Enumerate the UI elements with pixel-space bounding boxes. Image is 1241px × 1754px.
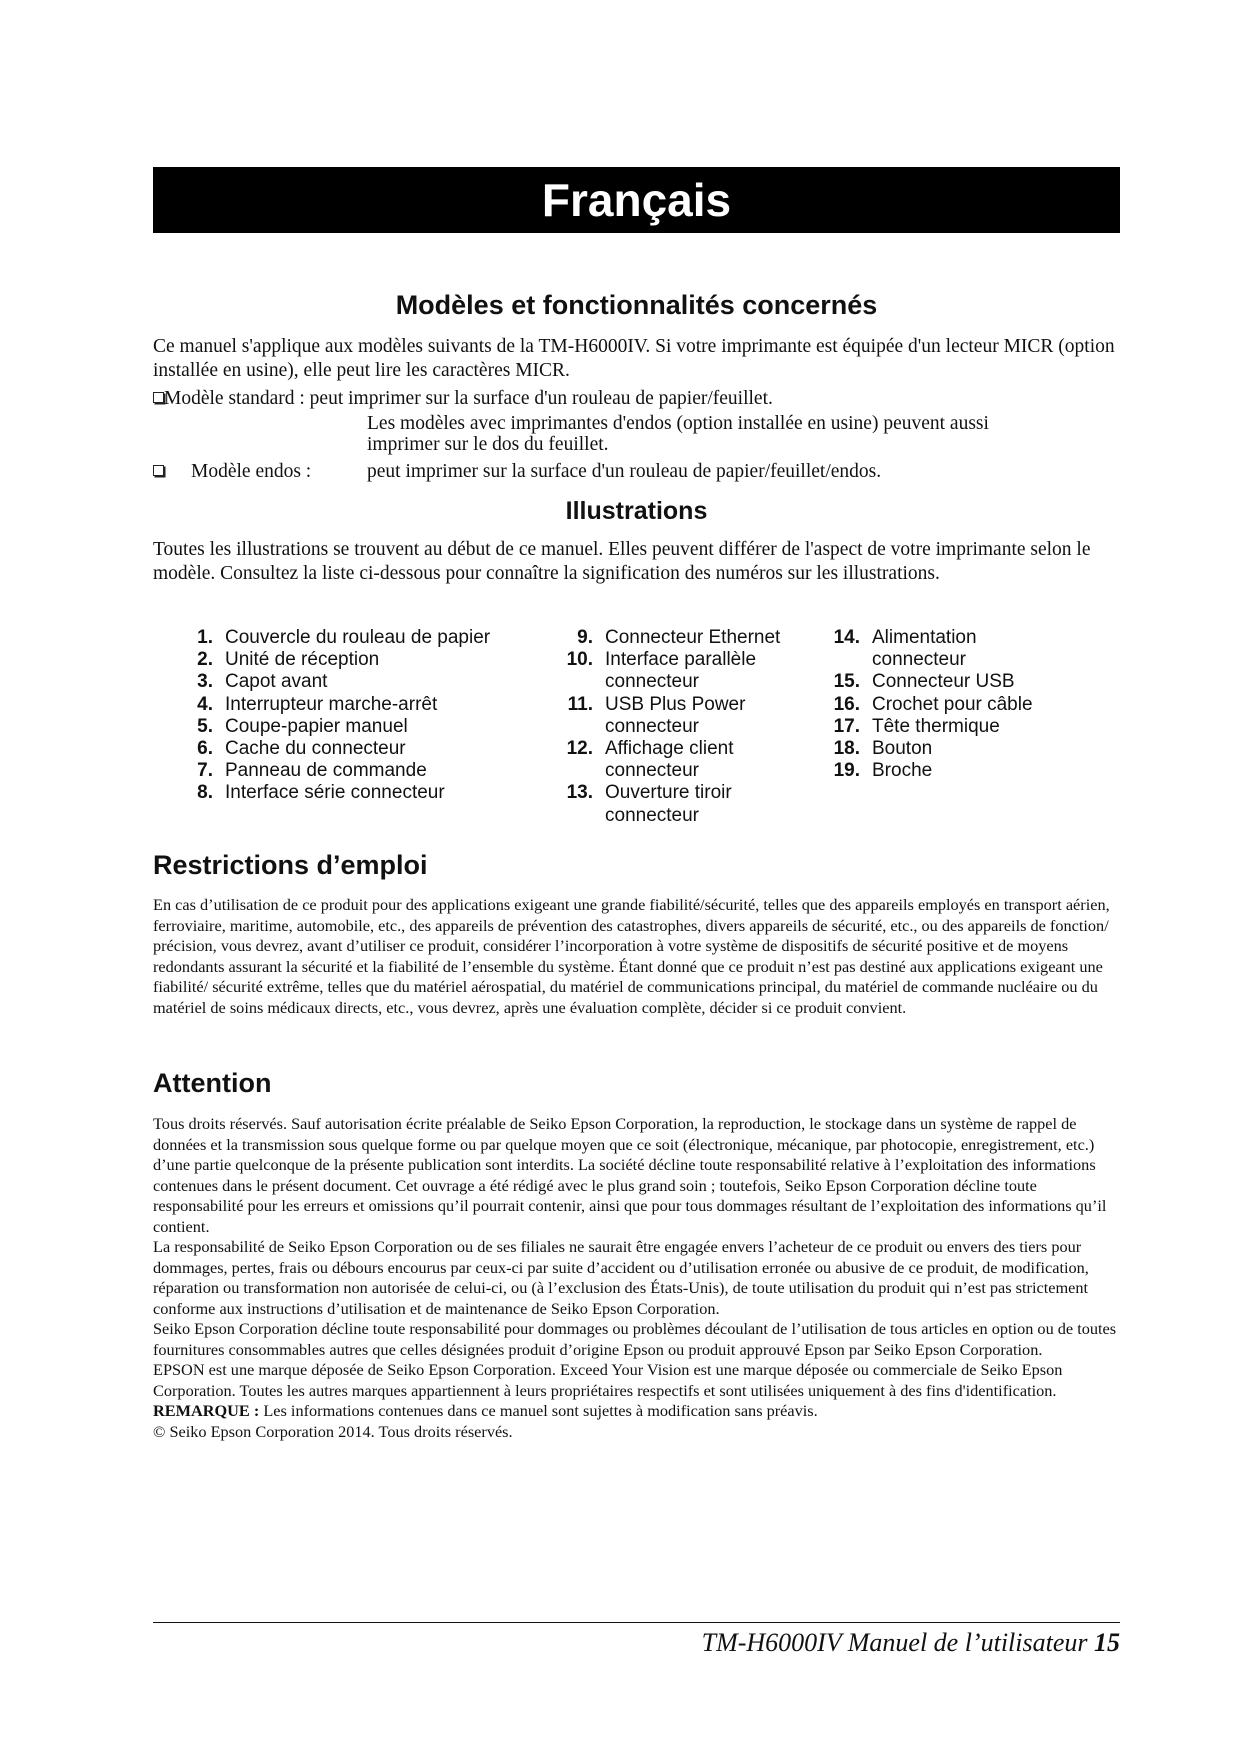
attention-text [153,1114,1120,1442]
checkbox-icon [153,465,164,476]
list-item: 6. Cache du connecteur [197,738,406,760]
attention-heading: Attention [153,1068,272,1098]
copyright: © Seiko Epson Corporation 2014. Tous droits réservés. [153,1421,513,1441]
illustrations-heading: Illustrations [565,497,708,525]
illustrations-intro: Toutes les illustrations se trouvent au début de ce manuel. Elles peuvent différer de l'aspect de votre imprimante selon le modèle. Consultez la liste ci-dessous pour connaître la signification des numéros sur les illustrations. [153,539,1091,584]
list-item: 7. Panneau de commande [197,760,427,782]
endos-model-label: Modèle endos : [191,461,312,482]
language-banner: Français [153,167,1120,233]
list-item: 9. Connecteur Ethernet [577,627,781,648]
illustration-list-col-1 [153,627,553,805]
list-item: 13. Ouverture tiroir connecteur [566,782,732,826]
models-intro: Ce manuel s'applique aux modèles suivants de la TM-H6000IV. Si votre imprimante est équipée d'un lecteur MICR (option installée en usine), elle peut lire les caractères MICR. [153,336,1115,381]
footer-divider [153,1622,1120,1623]
list-item: 4. Interrupteur marche-arrêt [197,693,438,715]
restrictions-heading: Restrictions d’emploi [153,850,428,880]
list-item: 18. Bouton [833,738,933,760]
illustration-list-col-2 [555,627,815,827]
remark-text: Les informations contenues dans ce manuel sont sujettes à modification sans préavis. [263,1401,818,1420]
endos-model-text: peut imprimer sur la surface d'un rouleau de papier/feuillet/endos. [367,461,882,482]
list-item: 14. Alimentation connecteur [833,627,977,671]
illustration-list-col-3 [822,627,1122,782]
list-item: 8. Interface série connecteur [197,782,445,804]
endos-model-line [153,460,164,484]
list-item: 11. USB Plus Power connecteur [567,693,746,737]
standard-model-text: peut imprimer sur la surface d'un rouleau de papier/feuillet. [309,388,773,409]
models-heading: Modèles et fonctionnalités concernés [395,290,878,320]
remark [153,1401,1120,1422]
list-item: 15. Connecteur USB [833,671,1015,693]
attention-paragraph-4: EPSON est une marque déposée de Seiko Epson Corporation. Exceed Your Vision est une marque déposée ou commerciale de Seiko Epson Corporation. Toutes les autres marques appartiennent à leurs propriétaires respectifs et sont utilisées uniquement à des fins d'identification. [153,1360,1063,1400]
list-item: 5. Coupe-papier manuel [197,715,408,737]
list-item: 1. Couvercle du rouleau de papier [197,627,491,648]
attention-paragraph-1: Tous droits réservés. Sauf autorisation écrite préalable de Seiko Epson Corporation, la reproduction, le stockage dans un système de rappel de données et la transmission sous quelque forme ou par quelque moyen que ce soit (électronique, mécanique, par photocopie, enregistrement, etc.) d’une partie quelconque de la présente publication sont interdits. La société décline toute responsabilité relative à l’exploitation des informations contenues dans le présent document. Cet ouvrage a été rédigé avec le plus grand soin ; toutefois, Seiko Epson Corporation décline toute responsabilité pour les erreurs et omissions qu’il pourrait contenir, ainsi que pour tous dommages résultant de l’exploitation des informations qu’il contient. [153,1114,1107,1236]
footer-title: TM-H6000IV Manuel de l’utilisateur [701,1628,1088,1657]
list-item: 3. Capot avant [197,671,328,693]
standard-model-label: Modèle standard : [164,388,305,409]
standard-model-line [153,387,773,411]
page-number: 15 [1094,1628,1120,1657]
remark-label: REMARQUE : [153,1401,260,1420]
list-item: 12. Affichage client connecteur [566,738,734,782]
checkbox-icon [153,392,164,403]
list-item: 19. Broche [833,760,933,782]
list-item: 16. Crochet pour câble [833,693,1033,715]
page-footer [702,1628,1120,1658]
list-item: 10. Interface parallèle connecteur [566,649,757,693]
restrictions-text: En cas d’utilisation de ce produit pour des applications exigeant une grande fiabilité/sécurité, telles que des appareils employés en transport aérien, ferroviaire, maritime, automobile, etc., des appareils de prévention des catastrophes, divers appareils de sécurité, etc., ou des appareils de fonction/ précision, vous devrez, avant d’utiliser ce produit, considérer l’incorporation à votre système de dispositifs de sécurité positive et de moyens redondants assurant la sécurité et la fiabilité de l’ensemble du système. Étant donné que ce produit n’est pas destiné aux applications exigeant une fiabilité/ sécurité extrême, telles que du matériel aérospatial, du matériel de communications principal, du matériel de commande nucléaire ou du matériel de soins médicaux directs, etc., vous devrez, après une évaluation complète, décider si ce produit convient. [153,895,1110,1017]
list-item: 17. Tête thermique [833,715,1000,737]
list-item: 2. Unité de réception [197,649,380,671]
attention-paragraph-2: La responsabilité de Seiko Epson Corporation ou de ses filiales ne saurait être engagée envers l’acheteur de ce produit ou envers des tiers pour dommages, pertes, frais ou débours encourus par ceux-ci par suite d’accident ou d’utilisation erronée ou abusive de ce produit, de modification, réparation ou transformation non autorisée de celui-ci, ou (à l’exclusion des États-Unis), de toute utilisation du produit qui n’est pas strictement conforme aux instructions d’utilisation et de maintenance de Seiko Epson Corporation. [153,1237,1089,1318]
standard-model-note-1: Les modèles avec imprimantes d'endos (option installée en usine) peuvent aussi [367,413,989,434]
attention-paragraph-3: Seiko Epson Corporation décline toute responsabilité pour dommages ou problèmes découlant de l’utilisation de tous articles en option ou de toutes fournitures consommables autres que celles désignées produit d’origine Epson ou produit approuvé Epson par Seiko Epson Corporation. [153,1319,1117,1359]
standard-model-note-2: imprimer sur le dos du feuillet. [367,434,609,455]
